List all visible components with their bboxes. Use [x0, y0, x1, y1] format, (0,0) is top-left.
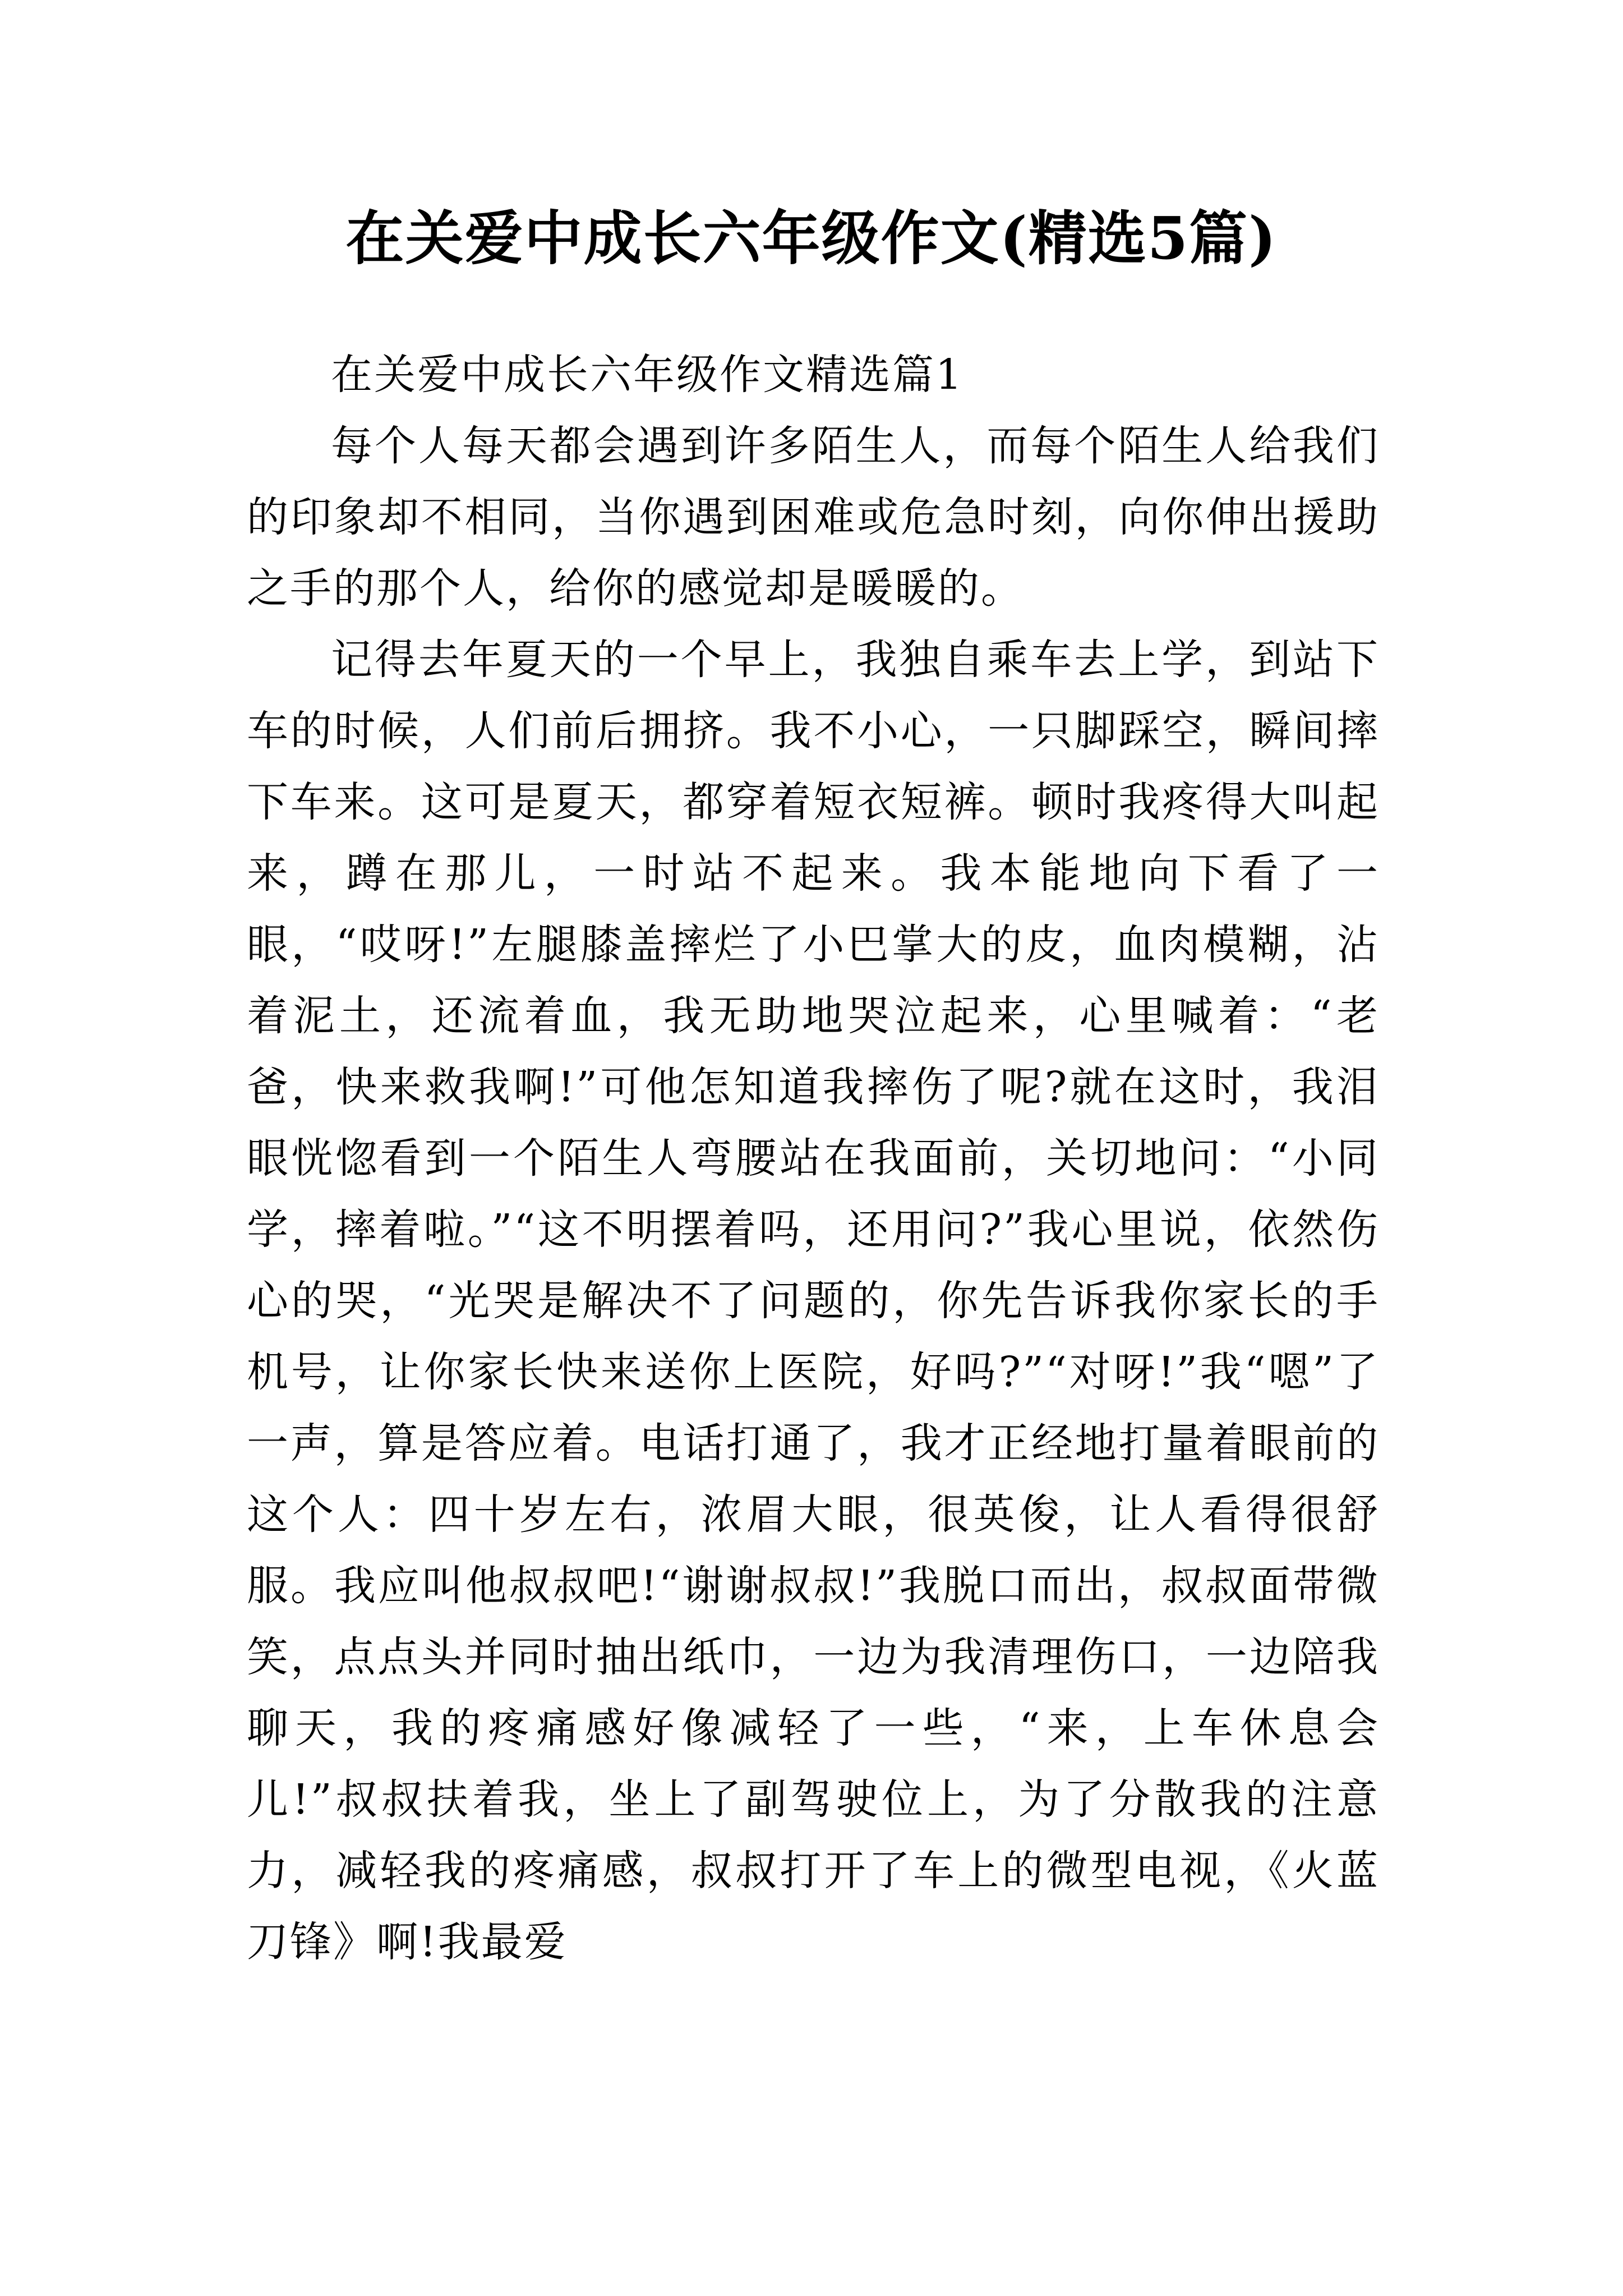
document-body: [247, 339, 1380, 1978]
section-heading: 在关爱中成长六年级作文精选篇1: [331, 351, 964, 399]
document-title: 在关爱中成长六年级作文(精选5篇): [345, 204, 1278, 273]
paragraph: 每个人每天都会遇到许多陌生人，而每个陌生人给我们的印象却不相同，当你遇到困难或危急时刻，向你伸出援助之手的那个人，给你的感觉却是暖暖的。: [247, 422, 1380, 613]
paragraph: 记得去年夏天的一个早上，我独自乘车去上学，到站下车的时候，人们前后拥挤。我不小心，一只脚踩空，瞬间摔下车来。这可是夏天，都穿着短衣短裤。顿时我疼得大叫起来，蹲在那儿，一时站不起来。我本能地向下看了一眼，“哎呀!”左腿膝盖摔烂了小巴掌大的皮，血肉模糊，沾着泥土，还流着血，我无助地哭泣起来，心里喊着：“老爸，快来救我啊!”可他怎知道我摔伤了呢?就在这时，我泪眼恍惚看到一个陌生人弯腰站在我面前，关切地问：“小同学，摔着啦。”“这不明摆着吗，还用问?”我心里说，依然伤心的哭，“光哭是解决不了问题的，你先告诉我你家长的手机号，让你家长快来送你上医院，好吗?”“对呀!”我“嗯”了一声，算是答应着。电话打通了，我才正经地打量着眼前的这个人：四十岁左右，浓眉大眼，很英俊，让人看得很舒服。我应叫他叔叔吧!“谢谢叔叔!”我脱口而出，叔叔面带微笑，点点头并同时抽出纸巾，一边为我清理伤口，一边陪我聊天，我的疼痛感好像减轻了一些，“来，上车休息会儿!”叔叔扶着我，坐上了副驾驶位上，为了分散我的注意力，减轻我的疼痛感，叔叔打开了车上的微型电视，《火蓝刀锋》啊!我最爱: [247, 636, 1380, 1966]
